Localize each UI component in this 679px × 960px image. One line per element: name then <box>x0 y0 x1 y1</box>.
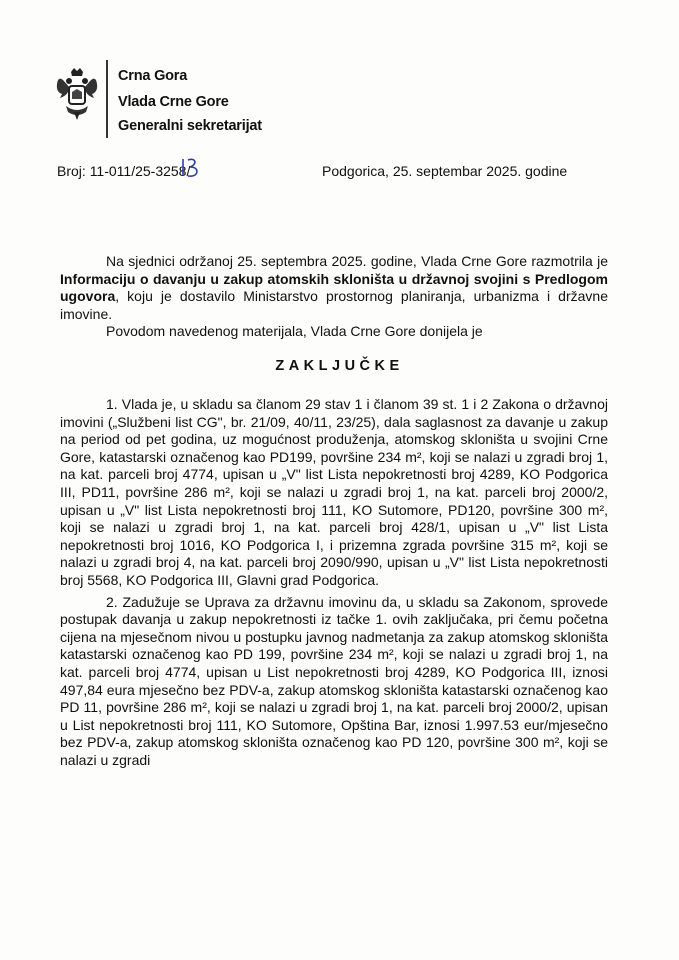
reference-number <box>57 163 190 179</box>
intro-section <box>60 253 608 341</box>
intro-bold-title: Informaciju o davanju u zakup atomskih skloništa u državnoj svojini s Predlogom ugovora <box>60 270 608 305</box>
conclusions-title: ZAKLJUČKE <box>275 358 404 374</box>
intro-paragraph: Na sjednici održanoj 25. septembra 2025. godine, Vlada Crne Gore razmotrila je Informaciju o davanju u zakup atomskih skloništa u državnoj svojini s Predlogom ugovora, koju je dostavilo Ministarstvo prostornog planiranja, urbanizma i državne imovine. <box>60 253 608 322</box>
header-country: Crna Gora <box>118 68 188 84</box>
intro-paragraph-2: Povodom navedenog materijala, Vlada Crne Gore donijela je <box>106 323 483 340</box>
header-government: Vlada Crne Gore <box>118 94 229 110</box>
conclusions-list <box>60 396 608 769</box>
header-secretariat: Generalni sekretarijat <box>118 118 262 134</box>
handwritten-number <box>178 155 204 181</box>
reference-label: Broj: <box>57 163 86 179</box>
header-divider <box>106 60 108 138</box>
coat-of-arms-icon <box>54 66 100 122</box>
reference-value: 11-011/25-3258/ <box>89 163 191 179</box>
place-date: Podgorica, 25. septembar 2025. godine <box>322 163 568 179</box>
conclusion-item-2: 2. Zadužuje se Uprava za državnu imovinu da, u skladu sa Zakonom, sprovede postupak davanja u zakup nepokretnosti iz tačke 1. ovih zaključaka, pri čemu početna cijena na mjesečnom nivou u postupku javnog nadmetanja za zakup atomskog skloništa katastarski označenog kao PD 199, površine 234 m², koji se nalazi u zgradi broj 1, na kat. parceli broj 4774, upisan u List nepokretnosti broj 4289, KO Podgorica III, iznosi 497,84 eura mjesečno bez PDV-a, zakup atomskog skloništa katastarski označenog kao PD 11, površine 286 m², koji se nalazi u zgradi broj 1, na kat. parceli broj 2000/2, upisan u List nepokretnosti broj 111, KO Sutomore, Opština Bar, iznosi 1.997.53 eur/mjesečno bez PDV-a, zakup atomskog skloništa označenog kao PD 120, površine 300 m², koji se nalazi u zgradi <box>60 593 608 768</box>
conclusion-item-1: 1. Vlada je, u skladu sa članom 29 stav 1 i članom 39 st. 1 i 2 Zakona o državnoj imovini („Službeni list CG", br. 21/09, 40/11, 23/25), dala saglasnost za davanje u zakup na period od pet godina, uz mogućnost produženja, atomskog skloništa u svojini Crne Gore, katastarski označenog kao PD199, površine 234 m², koji se nalazi u zgradi broj 1, na kat. parceli broj 4774, upisan u „V" list Lista nepokretnosti broj 4289, KO Podgorica III, PD11, površine 286 m², koji se nalazi u zgradi broj 1, na kat. parceli broj 2000/2, upisan u „V" list Lista nepokretnosti broj 111, KO Sutomore, PD120, površine 300 m², koji se nalazi u zgradi broj 1, na kat. parceli broj 428/1, upisan u „V" list Lista nepokretnosti broj 1016, KO Podgorica I, i prizemna zgrada površine 315 m², koji se nalazi u zgradi broj 4, na kat. parceli broj 2090/990, upisan u „V" list Lista nepokretnosti broj 5568, KO Podgorica III, Glavni grad Podgorica. <box>60 396 608 588</box>
